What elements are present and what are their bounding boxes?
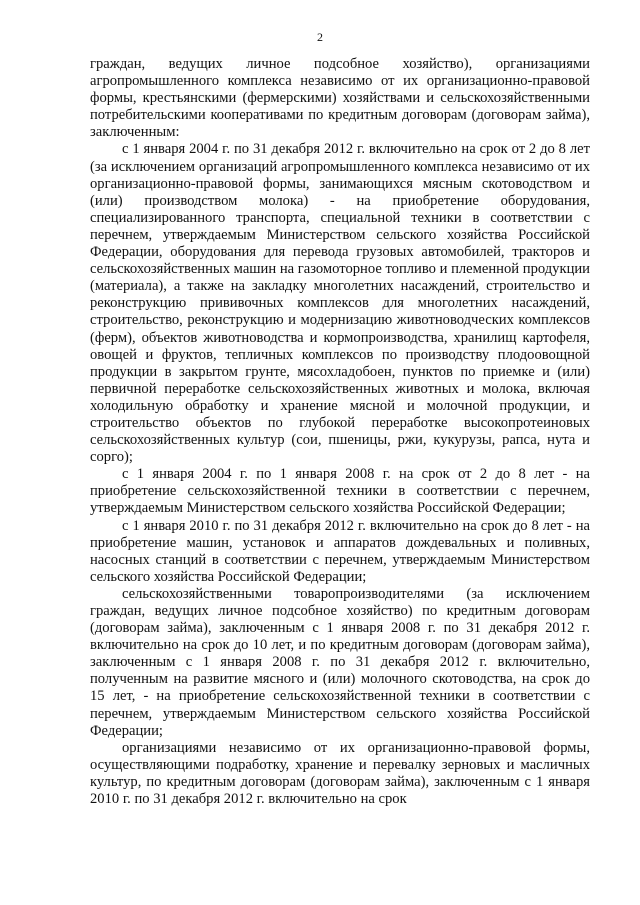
paragraph: сельскохозяйственными товаропроизводителями (за исключением граждан, ведущих личное подсобное хозяйство) по кредитным договорам (договорам займа), заключенным с 1 января 2008 г. по 31 декабря 2012 г. включительно на срок до 10 лет, и по кредитным договорам (договорам займа), заключенным с 1 января 2008 г. по 31 декабря 2012 г. включительно, полученным на развитие мясного и (или) молочного скотоводства, на срок до 15 лет, - на приобретение сельскохозяйственной техники в соответствии с перечнем, утверждаемым Министерством сельского хозяйства Российской Федерации; xyxy=(90,585,590,739)
paragraph: с 1 января 2010 г. по 31 декабря 2012 г. включительно на срок до 8 лет - на приобретение машин, установок и аппаратов дождевальных и поливных, насосных станций в соответствии с перечнем, утверждаемым Министерством сельского хозяйства Российской Федерации; xyxy=(90,517,590,585)
paragraph: с 1 января 2004 г. по 1 января 2008 г. на срок от 2 до 8 лет - на приобретение сельскохозяйственной техники в соответствии с перечнем, утверждаемым Министерством сельского хозяйства Российской Федерации; xyxy=(90,466,590,517)
document-body xyxy=(90,56,590,808)
paragraph: организациями независимо от их организационно-правовой формы, осуществляющими подработку, хранение и перевалку зерновых и масличных культур, по кредитным договорам (договорам займа), заключенным с 1 января 2010 г. по 31 декабря 2012 г. включительно на срок xyxy=(90,739,590,808)
paragraph: с 1 января 2004 г. по 31 декабря 2012 г. включительно на срок от 2 до 8 лет (за исключением организаций агропромышленного комплекса независимо от их организационно-правовой формы, занимающихся мясным скотоводством и (или) производством молока) - на приобретение оборудования, специализированного транспорта, специальной техники в соответствии с перечнем, утверждаемым Министерством сельского хозяйства Российской Федерации, оборудования для перевода грузовых автомобилей, тракторов и сельскохозяйственных машин на газомоторное топливо и племенной продукции (материала), а также на закладку многолетних насаждений, строительство и реконструкцию прививочных комплексов для многолетних насаждений, строительство, реконструкцию и модернизацию животноводческих комплексов (ферм), объектов животноводства и кормопроизводства, хранилищ картофеля, овощей и фруктов, тепличных комплексов по производству плодоовощной продукции в закрытом грунте, мясохладобоен, пунктов по приемке и (или) первичной переработке сельскохозяйственных животных и молока, включая холодильную обработку и хранение мясной и молочной продукции, и строительство объектов по глубокой переработке высокопротеиновых сельскохозяйственных культур (сои, пшеницы, ржи, кукурузы, рапса, нута и сорго); xyxy=(90,141,590,466)
page-number: 2 xyxy=(317,30,323,44)
paragraph-continuation: граждан, ведущих личное подсобное хозяйство), организациями агропромышленного комплекса независимо от их организационно-правовой формы, крестьянскими (фермерскими) хозяйствами и сельскохозяйственными потребительскими кооперативами по кредитным договорам (договорам займа), заключенным: xyxy=(90,56,590,141)
